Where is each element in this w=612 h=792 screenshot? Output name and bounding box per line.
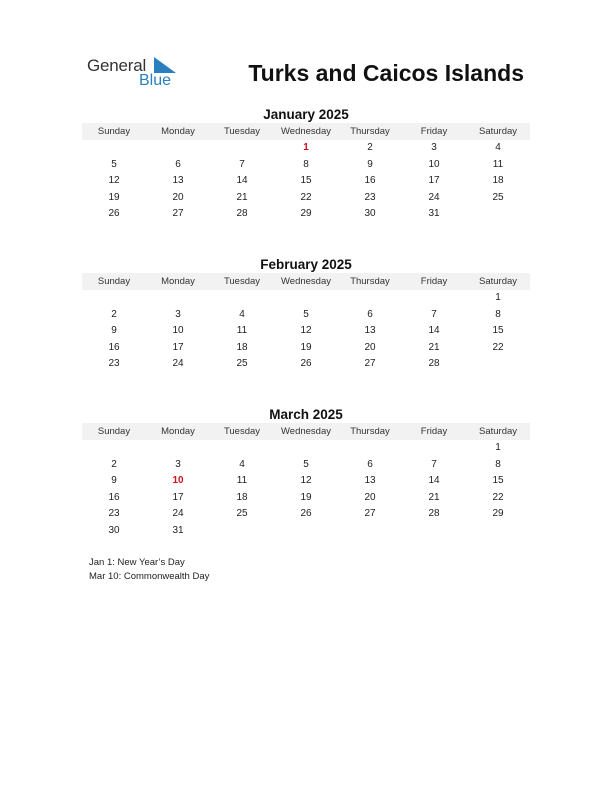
week-row bbox=[82, 140, 530, 157]
day-cell: 18 bbox=[492, 175, 504, 187]
day-cell: 19 bbox=[300, 341, 312, 353]
holiday-notes bbox=[89, 556, 209, 584]
weekday-header: Tuesday bbox=[223, 426, 261, 437]
day-cell: 20 bbox=[364, 491, 376, 503]
weekday-header: Sunday bbox=[97, 126, 131, 137]
day-cell: 18 bbox=[236, 491, 248, 503]
day-cell: 24 bbox=[428, 191, 440, 203]
week-row bbox=[82, 490, 530, 507]
day-cell: 23 bbox=[108, 358, 120, 370]
day-cell: 9 bbox=[111, 325, 117, 337]
day-cell: 27 bbox=[172, 208, 184, 220]
day-cell: 21 bbox=[428, 341, 440, 353]
weekday-header: Saturday bbox=[478, 126, 518, 137]
empty-day-cell bbox=[274, 440, 338, 457]
day-cell: 4 bbox=[495, 142, 501, 153]
logo-blue-text: Blue bbox=[139, 72, 172, 89]
day-cell: 25 bbox=[492, 191, 504, 203]
weekday-header: Sunday bbox=[97, 426, 131, 437]
day-cell: 16 bbox=[108, 491, 120, 503]
day-cell: 17 bbox=[172, 491, 184, 503]
day-cell: 28 bbox=[428, 358, 440, 370]
day-cell: 3 bbox=[431, 142, 437, 153]
month-title: March 2025 bbox=[269, 407, 343, 422]
week-row bbox=[82, 206, 530, 223]
week-row bbox=[82, 356, 530, 373]
weekday-header: Thursday bbox=[350, 426, 390, 437]
weekday-header: Monday bbox=[161, 426, 195, 437]
weekday-header: Thursday bbox=[350, 126, 390, 137]
day-cell: 29 bbox=[492, 508, 504, 520]
empty-day-cell bbox=[402, 290, 466, 307]
empty-day-cell bbox=[402, 440, 466, 457]
empty-day-cell bbox=[466, 523, 530, 540]
day-cell: 23 bbox=[364, 191, 376, 203]
day-cell: 27 bbox=[364, 508, 376, 520]
day-cell: 11 bbox=[236, 325, 248, 337]
day-cell: 9 bbox=[367, 158, 373, 170]
weekday-header: Monday bbox=[161, 276, 195, 287]
day-cell: 20 bbox=[364, 341, 376, 353]
weekday-header: Thursday bbox=[350, 276, 390, 287]
day-cell: 31 bbox=[428, 208, 440, 220]
day-cell: 3 bbox=[175, 308, 181, 320]
day-cell: 19 bbox=[108, 191, 120, 203]
day-cell: 14 bbox=[428, 325, 440, 337]
day-cell: 26 bbox=[108, 208, 120, 220]
empty-day-cell bbox=[466, 206, 530, 223]
empty-day-cell bbox=[466, 356, 530, 373]
week-row bbox=[82, 307, 530, 324]
empty-day-cell bbox=[82, 140, 146, 157]
empty-day-cell bbox=[338, 290, 402, 307]
day-cell: 27 bbox=[364, 358, 376, 370]
weekday-header: Tuesday bbox=[223, 126, 261, 137]
holiday-note: Jan 1: New Year’s Day bbox=[89, 557, 185, 568]
weekday-header-row bbox=[82, 273, 530, 290]
day-cell: 21 bbox=[236, 191, 248, 203]
weekday-header: Sunday bbox=[97, 276, 131, 287]
weekday-header: Monday bbox=[161, 126, 195, 137]
holiday-note: Mar 10: Commonwealth Day bbox=[89, 571, 210, 582]
day-cell: 30 bbox=[364, 208, 376, 220]
day-cell: 25 bbox=[236, 508, 248, 520]
empty-day-cell bbox=[338, 440, 402, 457]
day-cell: 20 bbox=[172, 191, 184, 203]
day-cell: 12 bbox=[300, 325, 312, 337]
day-cell: 26 bbox=[300, 508, 312, 520]
day-cell: 14 bbox=[428, 475, 440, 487]
day-cell: 23 bbox=[108, 508, 120, 520]
week-row bbox=[82, 440, 530, 457]
empty-day-cell bbox=[82, 290, 146, 307]
month-title: February 2025 bbox=[260, 257, 352, 272]
day-cell: 15 bbox=[492, 325, 504, 337]
day-cell: 1 bbox=[495, 442, 501, 453]
week-row bbox=[82, 173, 530, 190]
day-cell: 12 bbox=[108, 175, 120, 187]
day-cell: 2 bbox=[111, 308, 117, 320]
weekday-header: Friday bbox=[420, 426, 448, 437]
weekday-header: Saturday bbox=[478, 276, 518, 287]
empty-day-cell bbox=[146, 140, 210, 157]
day-cell: 2 bbox=[367, 142, 373, 153]
week-row bbox=[82, 290, 530, 307]
day-cell: 11 bbox=[236, 475, 248, 487]
day-cell: 13 bbox=[364, 475, 376, 487]
day-cell: 5 bbox=[303, 308, 309, 320]
day-cell: 5 bbox=[111, 158, 117, 170]
day-cell: 1 bbox=[495, 292, 501, 303]
month-march bbox=[82, 406, 530, 540]
day-cell: 31 bbox=[172, 524, 184, 536]
holiday-day-cell: 1 bbox=[303, 142, 309, 153]
day-cell: 13 bbox=[364, 325, 376, 337]
day-cell: 21 bbox=[428, 491, 440, 503]
week-row bbox=[82, 157, 530, 174]
day-cell: 6 bbox=[175, 158, 181, 170]
day-cell: 19 bbox=[300, 491, 312, 503]
week-row bbox=[82, 473, 530, 490]
day-cell: 16 bbox=[364, 175, 376, 187]
day-cell: 10 bbox=[172, 325, 184, 337]
day-cell: 3 bbox=[175, 458, 181, 470]
day-cell: 4 bbox=[239, 458, 245, 470]
day-cell: 30 bbox=[108, 524, 120, 536]
day-cell: 7 bbox=[239, 158, 245, 170]
weekday-header: Saturday bbox=[478, 426, 518, 437]
weekday-header: Friday bbox=[420, 276, 448, 287]
logo-general-text: General bbox=[87, 56, 147, 75]
holiday-day-cell: 10 bbox=[172, 475, 184, 487]
day-cell: 14 bbox=[236, 175, 248, 187]
month-february bbox=[82, 256, 530, 373]
day-cell: 28 bbox=[236, 208, 248, 220]
day-cell: 5 bbox=[303, 458, 309, 470]
day-cell: 13 bbox=[172, 175, 184, 187]
day-cell: 29 bbox=[300, 208, 312, 220]
day-cell: 15 bbox=[492, 475, 504, 487]
weekday-header: Wednesday bbox=[281, 126, 331, 137]
day-cell: 28 bbox=[428, 508, 440, 520]
day-cell: 4 bbox=[239, 308, 245, 320]
day-cell: 6 bbox=[367, 458, 373, 470]
empty-day-cell bbox=[210, 440, 274, 457]
month-title: January 2025 bbox=[263, 107, 349, 122]
day-cell: 18 bbox=[236, 341, 248, 353]
day-cell: 8 bbox=[495, 308, 501, 320]
day-cell: 12 bbox=[300, 475, 312, 487]
empty-day-cell bbox=[210, 523, 274, 540]
empty-day-cell bbox=[82, 440, 146, 457]
empty-day-cell bbox=[210, 140, 274, 157]
day-cell: 10 bbox=[428, 158, 440, 170]
weekday-header: Friday bbox=[420, 126, 448, 137]
country-title: Turks and Caicos Islands bbox=[248, 60, 524, 86]
day-cell: 17 bbox=[172, 341, 184, 353]
day-cell: 26 bbox=[300, 358, 312, 370]
empty-day-cell bbox=[146, 440, 210, 457]
weekday-header-row bbox=[82, 123, 530, 140]
week-row bbox=[82, 323, 530, 340]
empty-day-cell bbox=[402, 523, 466, 540]
weekday-header-row bbox=[82, 423, 530, 440]
day-cell: 22 bbox=[492, 491, 504, 503]
week-row bbox=[82, 340, 530, 357]
weekday-header: Wednesday bbox=[281, 276, 331, 287]
day-cell: 17 bbox=[428, 175, 440, 187]
day-cell: 22 bbox=[492, 341, 504, 353]
day-cell: 15 bbox=[300, 175, 312, 187]
empty-day-cell bbox=[210, 290, 274, 307]
weekday-header: Wednesday bbox=[281, 426, 331, 437]
week-row bbox=[82, 190, 530, 207]
day-cell: 7 bbox=[431, 458, 437, 470]
day-cell: 8 bbox=[303, 158, 309, 170]
day-cell: 11 bbox=[492, 158, 504, 170]
month-january bbox=[82, 106, 530, 223]
day-cell: 24 bbox=[172, 508, 184, 520]
generalblue-logo bbox=[87, 56, 187, 92]
day-cell: 7 bbox=[431, 308, 437, 320]
empty-day-cell bbox=[274, 523, 338, 540]
day-cell: 8 bbox=[495, 458, 501, 470]
day-cell: 16 bbox=[108, 341, 120, 353]
day-cell: 22 bbox=[300, 191, 312, 203]
day-cell: 24 bbox=[172, 358, 184, 370]
empty-day-cell bbox=[338, 523, 402, 540]
logo-triangle-icon bbox=[154, 57, 176, 73]
week-row bbox=[82, 523, 530, 540]
weekday-header: Tuesday bbox=[223, 276, 261, 287]
day-cell: 6 bbox=[367, 308, 373, 320]
day-cell: 2 bbox=[111, 458, 117, 470]
empty-day-cell bbox=[274, 290, 338, 307]
day-cell: 25 bbox=[236, 358, 248, 370]
week-row bbox=[82, 457, 530, 474]
week-row bbox=[82, 506, 530, 523]
empty-day-cell bbox=[146, 290, 210, 307]
day-cell: 9 bbox=[111, 475, 117, 487]
